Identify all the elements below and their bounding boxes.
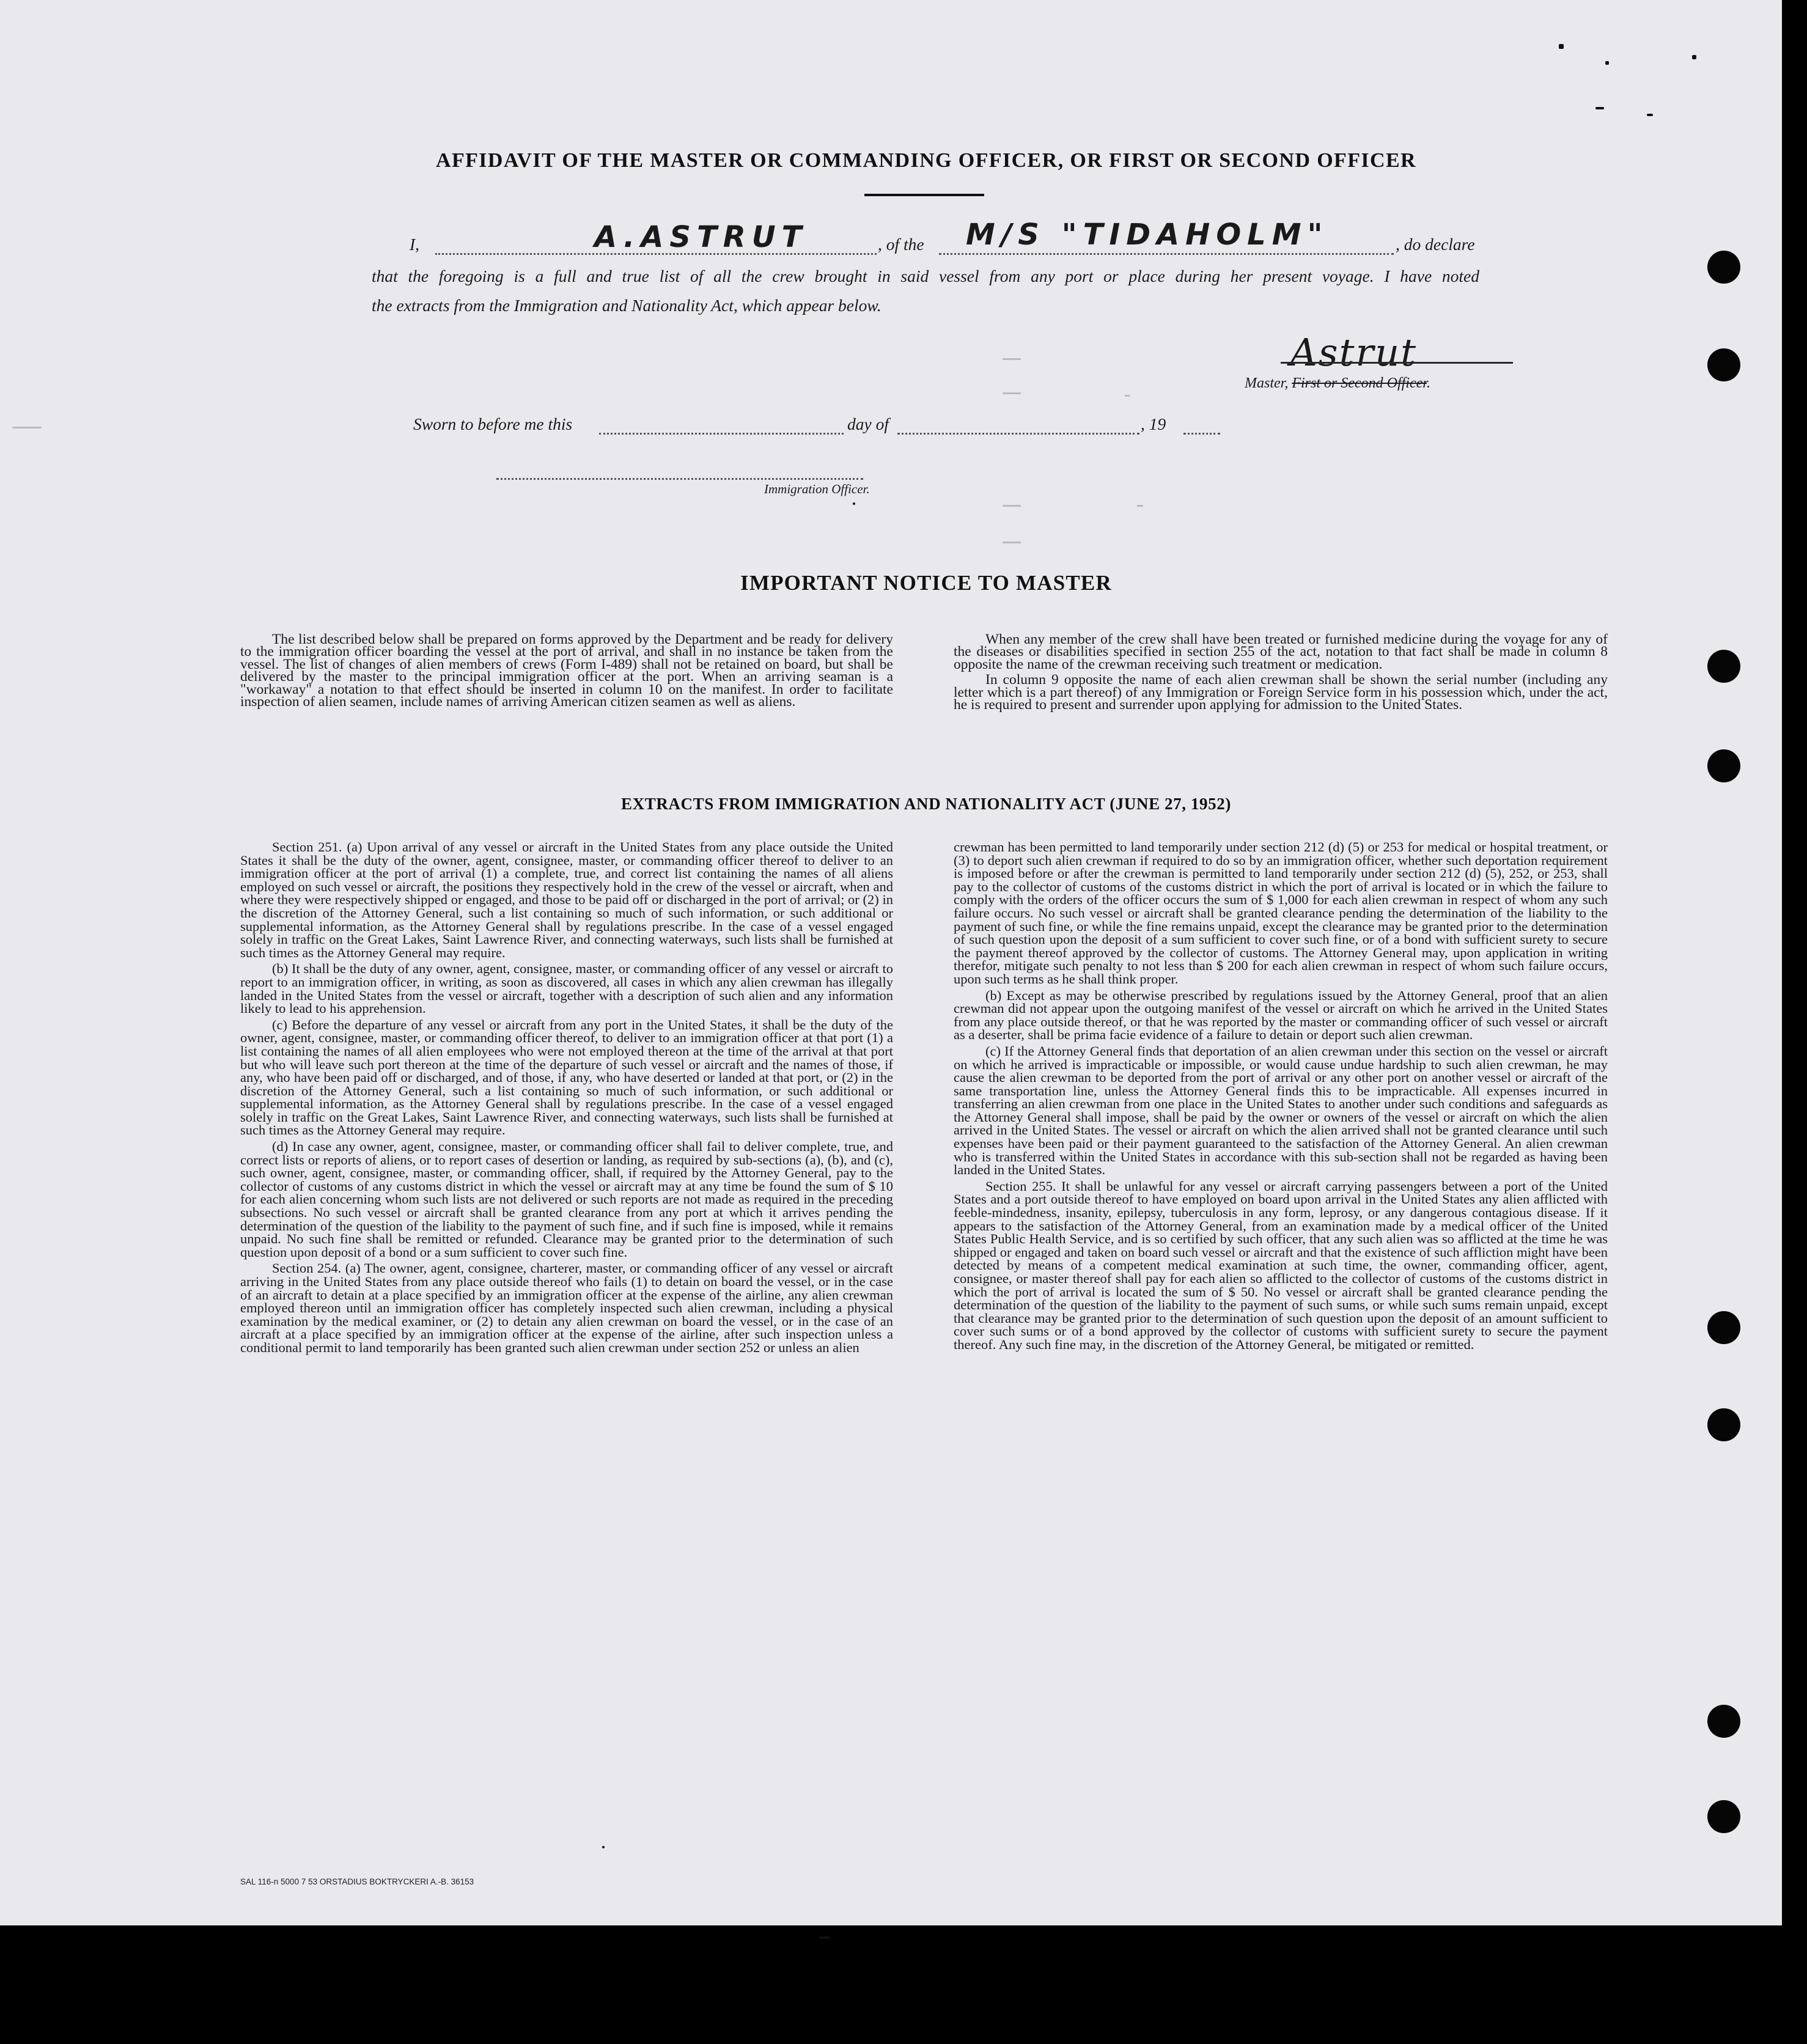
role-end: . [1426, 375, 1430, 391]
sworn-day-line [599, 433, 844, 435]
section-254-c: (c) If the Attorney General finds that deportation of an alien crewman under this section on the vessel or aircraft on which he arrived is impracticable or impossible, or would cause undue hardship to such alien crewman, he may cause the alien crewman to be deported from the port of arrival or any other port on another vessel or aircraft of the same transportation line, unless the Attorney General finds this to be impracticable. All expenses incurred in transferring an alien crewman from one place in the United States to another under such conditions and safeguards as the Attorney General shall impose, shall be paid by the owner or owners of the vessel or aircraft on which the alien arrived in the United States. The vessel or aircraft on which the alien arrived shall not be granted clearance until such expenses have been paid or their payment guaranteed to the satisfaction of the Attorney General. An alien crewman who is transferred within the United States in accordance with this sub-section shall not be regarded as having been landed in the United States. [954, 1043, 1608, 1178]
notice-right-paragraph-2: In column 9 opposite the name of each alien crewman shall be shown the serial number (including any letter which is a part thereof) of any Immigration or Foreign Service form in his possession which, under the act, he is required to present and surrender upon applying for admission to the United States. [954, 672, 1608, 713]
binder-hole [1707, 348, 1740, 381]
section-251-c: (c) Before the departure of any vessel or aircraft from any port in the United States, it shall be the duty of the owner, agent, consignee, master, or commanding officer thereof, to deliver to an immigration officer at that port (1) a list containing the names of all alien employees who were not employed thereon at the time of the arrival at that port but who will leave such port thereon at the time of the departure of such vessel or aircraft and the names of those, if any, who have been paid off or discharged, and of those, if any, who have deserted or landed at that port, or (2) in the discretion of the Attorney General, such a list containing so much of such information, or such additional or supplemental information, as the Attorney General shall by regulations prescribe. In the case of a vessel engaged solely in traffic on the Great Lakes, Saint Lawrence River, and connecting waterways, such lists shall be furnished at such times as the Attorney General may require. [240, 1016, 893, 1138]
print-footer: SAL 116-n 5000 7 53 ORSTADIUS BOKTRYCKERI A.-B. 36153 [240, 1877, 474, 1886]
section-251-a: Section 251. (a) Upon arrival of any vessel or aircraft in the United States from any place outside the United States it shall be the duty of the owner, agent, consignee, master, or commanding officer thereof to deliver to an immigration officer at the port of arrival (1) a complete, true, and correct list containing the names of all aliens employed on such vessel or aircraft, the positions they respectively hold in the crew of the vessel or aircraft, when and where they were respectively shipped or engaged, and those to be paid off or discharged in the port of arrival; or (2) in the discretion of the Attorney General, such a list containing so much of such information, or such additional or supplemental information, as the Attorney General shall by regulations prescribe. In the case of a vessel engaged solely in traffic on the Great Lakes, Saint Lawrence River, and connecting waterways, such lists shall be furnished at such times as the Attorney General may require. [240, 839, 893, 960]
binder-hole [1707, 1408, 1740, 1441]
declaration-prefix: I, [410, 235, 420, 254]
binder-hole [1707, 1800, 1740, 1833]
speck [1605, 61, 1609, 65]
notice-right-paragraph-1: When any member of the crew shall have been treated or furnished medicine during the voyage for any of the diseases or disabilities specified in section 255 of the act, notation to that fact shall be made in column 8 opposite the name of the crewman receiving such treatment or medication. [954, 631, 1608, 672]
extracts-left-column [240, 840, 893, 1358]
binder-hole [1707, 251, 1740, 284]
speck [1692, 55, 1696, 59]
bleed-through-mark [1003, 358, 1021, 360]
affidavit-title: AFFIDAVIT OF THE MASTER OR COMMANDING OFFICER, OR FIRST OR SECOND OFFICER [436, 149, 1416, 172]
sworn-month-line [897, 433, 1139, 435]
section-254-a: Section 254. (a) The owner, agent, consignee, charterer, master, or commanding officer of any vessel or aircraft arriving in the United States from any place outside thereof who fails (1) to detain on board the vessel, or in the case of an aircraft to detain at a place specified by an immigration officer at the expense of the airline, any alien crewman employed thereon until an immigration officer has completely inspected such alien crewman, including a physical examination by the medical examiner, or (2) to detain any alien crewman on board the vessel, or in the case of an aircraft at a place specified by an immigration officer at the expense of the airline, after such inspection unless a conditional permit to land temporarily has been granted such alien crewman under section 252 or unless an alien [240, 1260, 893, 1355]
title-rule [864, 194, 984, 196]
binder-hole [1707, 1705, 1740, 1738]
bleed-through-mark [1125, 395, 1130, 397]
notice-right-column [954, 633, 1608, 714]
notice-title: IMPORTANT NOTICE TO MASTER [740, 571, 1112, 595]
notice-left-column [240, 633, 893, 711]
section-251-b: (b) It shall be the duty of any owner, agent, consignee, master, or commanding officer of any vessel or aircraft to report to an immigration officer, in writing, as soon as discovered, all cases in which any alien crewman has illegally landed in the United States from the vessel or aircraft, together with a description of such alien and any information likely to lead to his apprehension. [240, 961, 893, 1016]
role-master: Master, [1245, 375, 1289, 391]
vessel-handwritten: M/S "TIDAHOLM" [966, 218, 1329, 252]
extracts-title: EXTRACTS FROM IMMIGRATION AND NATIONALITY ACT (JUNE 27, 1952) [621, 795, 1231, 813]
section-254-a-continued: crewman has been permitted to land temporarily under section 212 (d) (5) or 253 for medical or hospital treatment, or (3) to deport such alien crewman if required to do so by an immigration officer, whether such deportation requirement is imposed before or after the crewman is permitted to land temporarily under section 212 (d) (5), 252, or 253, shall pay to the collector of customs of the customs district in which the port of arrival is located or in which the failure to comply with the orders of the officer occurs the sum of $ 1,000 for each alien crewman in respect of whom any such failure occurs. No such vessel or aircraft shall be granted clearance pending the determination of the liability to the payment of such fine, or while the fine remains unpaid, except the clearance may be granted prior to the determination of such question upon the deposit of a sum sufficient to cover such fine, or of a bond with sufficient surety to secure the payment thereof approved by the collector of customs. The Attorney General may, upon application in writing therefor, mitigate such penalty to not less than $ 200 for each alien crewman in respect of whom such failure occurs, upon such terms as he shall think proper. [954, 839, 1608, 987]
bleed-through-mark [1003, 505, 1021, 507]
declaration-line-3: the extracts from the Immigration and Nationality Act, which appear below. [372, 296, 881, 315]
section-254-b: (b) Except as may be otherwise prescribed by regulations issued by the Attorney General, proof that an alien crewman did not appear upon the outgoing manifest of the vessel or aircraft on which he arrived in the United States from any place outside thereof, or that he was reported by the master or commanding officer of such vessel or aircraft as a deserter, shall be prima facie evidence of a failure to detain or deport such alien crewman. [954, 987, 1608, 1043]
sworn-year-line [1183, 433, 1220, 435]
declaration-do-declare: , do declare [1396, 235, 1475, 254]
binder-hole [1707, 1311, 1740, 1344]
signature-underline [1281, 362, 1513, 364]
signature-role [1245, 375, 1430, 392]
binder-hole [1707, 749, 1740, 782]
declaration-line-2: that the foregoing is a full and true list of all the crew brought in said vessel from any port or place during her present voyage. I have noted [372, 267, 1479, 285]
bleed-through-mark [1003, 542, 1021, 543]
sworn-year-prefix: , 19 [1141, 414, 1166, 433]
vessel-fill-line [939, 253, 1394, 255]
speck [1595, 107, 1604, 109]
declaration-of-the: , of the [878, 235, 924, 254]
section-255: Section 255. It shall be unlawful for any vessel or aircraft carrying passengers between a port of the United States and a port outside thereof to have employed on board upon arrival in the United States any alien afflicted with feeble-mindedness, insanity, epilepsy, tuberculosis in any form, leprosy, or any dangerous contagious disease. If it appears to the satisfaction of the Attorney General, from an examination made by a medical officer of the United States Public Health Service, and is so certified by such officer, that any such alien was so afflicted at the time he was shipped or engaged and taken on board such vessel or aircraft and that the existence of such affliction might have been detected by means of a competent medical examination at such time, the owner, commanding officer, agent, consignee, or master thereof shall pay for each alien so afflicted to the collector of customs of the customs district in which the port of arrival is located the sum of $ 50. No vessel or aircraft shall be granted clearance pending the determination of the question of the liability to the payment of such sums, or while such sums remain unpaid, except that clearance may be granted prior to the determination of such question upon the deposit of an amount sufficient to cover such sums or of a bond approved by the collector of customs with sufficient surety to secure the payment thereof. Any such fine may, in the discretion of the Attorney General, be mitigated or remitted. [954, 1178, 1608, 1352]
name-handwritten: A.ASTRUT [594, 220, 808, 254]
sworn-day-of: day of [847, 414, 889, 433]
officer-signature-line [496, 478, 863, 480]
master-signature: Astrut [1290, 330, 1417, 375]
role-struck: First or Second Officer [1292, 375, 1427, 391]
speck [853, 502, 855, 505]
sworn-prefix: Sworn to before me this [413, 414, 573, 433]
binder-hole [1707, 650, 1740, 683]
speck [1647, 114, 1653, 116]
declaration-body [372, 262, 1479, 320]
bleed-through-mark [1137, 505, 1143, 507]
section-251-d: (d) In case any owner, agent, consignee, master, or commanding officer shall fail to deliver complete, true, and correct lists or reports of aliens, or to report cases of desertion or landing, as required by sub-sections (a), (b), and (c), such owner, agent, consignee, master, or commanding officer, shall, if required by the Attorney General, pay to the collector of customs of any customs district in which the vessel or aircraft may at any time be found the sum of $ 10 for each alien concerning whom such lists are not delivered or such reports are not made as required in the preceding subsections. No such vessel or aircraft shall be granted clearance from any port at which it arrives pending the determination of the question of the liability to the payment of such fine, and if such fine is imposed, while it remains unpaid. No such fine shall be remitted or refunded. Clearance may be granted prior to the determination of such question upon deposit of a bond or a sum sufficient to cover such fine. [240, 1139, 893, 1260]
extracts-right-column [954, 840, 1608, 1355]
speck [1559, 44, 1564, 49]
speck [819, 1936, 830, 1939]
bleed-through-mark [1003, 392, 1021, 394]
scan-edge-mark [12, 427, 42, 428]
immigration-officer-label: Immigration Officer. [764, 482, 870, 496]
notice-left-paragraph: The list described below shall be prepared on forms approved by the Department and be ready for delivery to the immigration officer boarding the vessel at the port of arrival, and shall in no instance be taken from the vessel. The list of changes of alien members of crews (Form I-489) shall not be retained on board, but shall be delivered by the master to the principal immigration officer at the port. When an arriving seaman is a "workaway" a notation to that effect should be inserted in column 10 on the manifest. In order to facilitate inspection of alien seamen, include names of arriving American citizen seamen as well as aliens. [240, 631, 893, 710]
speck [602, 1846, 605, 1848]
